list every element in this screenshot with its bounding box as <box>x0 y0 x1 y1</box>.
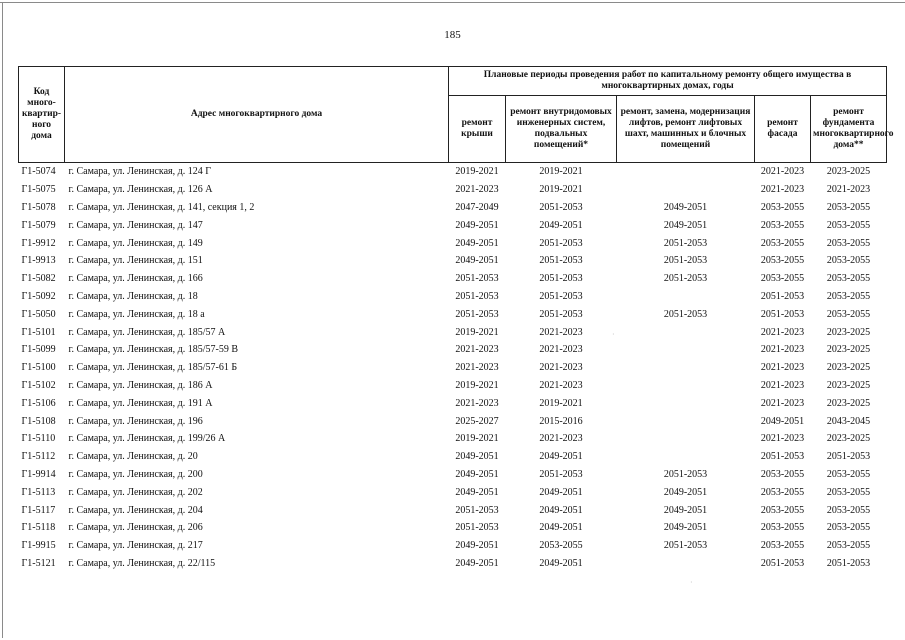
systems-period-cell: 2049-2051 <box>539 486 583 498</box>
table-row <box>19 555 887 573</box>
header-elevators: ремонт, замена, модернизация лифтов, ремонт лифтовых шахт, машинных и блочных помещений <box>617 96 755 163</box>
house-code-cell: Г1-5101 <box>21 326 56 338</box>
page-border-top <box>0 2 905 3</box>
house-code-cell: Г1-5099 <box>21 344 56 356</box>
foundation-period-cell: 2053-2055 <box>826 255 871 267</box>
table-row <box>19 216 887 234</box>
house-code-cell: Г1-5110 <box>21 433 56 445</box>
roof-period-cell: 2025-2027 <box>455 415 499 427</box>
foundation-period-cell: 2053-2055 <box>826 468 871 480</box>
elevator-period-cell <box>617 181 755 199</box>
facade-period-cell: 2053-2055 <box>760 255 805 267</box>
elevator-period-cell: 2049-2051 <box>663 522 708 534</box>
systems-period-cell: 2049-2051 <box>539 451 583 463</box>
roof-period-cell: 2049-2051 <box>455 237 499 249</box>
table-row <box>19 181 887 199</box>
foundation-period-cell: 2053-2055 <box>826 504 871 516</box>
header-address: Адрес многоквартирного дома <box>65 67 449 163</box>
facade-period-cell: 2051-2053 <box>760 290 805 302</box>
house-code-cell: Г1-5121 <box>21 557 56 569</box>
elevator-period-cell <box>617 430 755 448</box>
roof-period-cell: 2051-2053 <box>455 522 499 534</box>
systems-period-cell: 2051-2053 <box>539 201 583 213</box>
roof-period-cell: 2021-2023 <box>455 344 499 356</box>
systems-period-cell: 2049-2051 <box>539 557 583 569</box>
elevator-period-cell: 2051-2053 <box>663 255 708 267</box>
elevator-period-cell <box>617 412 755 430</box>
foundation-period-cell: 2023-2025 <box>826 326 871 338</box>
header-planned-periods: Плановые периоды проведения работ по капитальному ремонту общего имущества в многоквартирных домах, годы <box>449 67 887 96</box>
address-cell: г. Самара, ул. Ленинская, д. 185/57-59 В <box>68 344 239 356</box>
house-code-cell: Г1-9913 <box>21 255 56 267</box>
foundation-period-cell: 2051-2053 <box>826 451 871 463</box>
house-code-cell: Г1-5100 <box>21 362 56 374</box>
roof-period-cell: 2049-2051 <box>455 451 499 463</box>
table-row <box>19 288 887 306</box>
roof-period-cell: 2049-2051 <box>455 557 499 569</box>
elevator-period-cell <box>617 163 755 181</box>
house-code-cell: Г1-5079 <box>21 219 56 231</box>
house-code-cell: Г1-5078 <box>21 201 56 213</box>
house-code-cell: Г1-5106 <box>21 397 56 409</box>
elevator-period-cell <box>617 555 755 573</box>
table-row <box>19 305 887 323</box>
facade-period-cell: 2053-2055 <box>760 540 805 552</box>
page-number: 185 <box>444 29 461 41</box>
roof-period-cell: 2049-2051 <box>455 486 499 498</box>
foundation-period-cell: 2023-2025 <box>826 166 871 178</box>
facade-period-cell: 2053-2055 <box>760 273 805 285</box>
roof-period-cell: 2021-2023 <box>455 184 499 196</box>
table-body <box>19 163 887 573</box>
foundation-period-cell: 2053-2055 <box>826 522 871 534</box>
facade-period-cell: 2021-2023 <box>760 379 805 391</box>
elevator-period-cell: 2051-2053 <box>663 273 708 285</box>
elevator-period-cell: 2049-2051 <box>663 219 708 231</box>
table-row <box>19 377 887 395</box>
address-cell: г. Самара, ул. Ленинская, д. 199/26 А <box>68 433 226 445</box>
foundation-period-cell: 2053-2055 <box>826 290 871 302</box>
roof-period-cell: 2051-2053 <box>455 504 499 516</box>
page-border-left <box>2 2 3 638</box>
address-cell: г. Самара, ул. Ленинская, д. 124 Г <box>68 166 212 178</box>
house-code-cell: Г1-5108 <box>21 415 56 427</box>
address-cell: г. Самара, ул. Ленинская, д. 166 <box>68 273 203 285</box>
systems-period-cell: 2051-2053 <box>539 290 583 302</box>
roof-period-cell: 2021-2023 <box>455 362 499 374</box>
facade-period-cell: 2049-2051 <box>760 415 805 427</box>
table-row <box>19 163 887 181</box>
address-cell: г. Самара, ул. Ленинская, д. 204 <box>68 504 203 516</box>
foundation-period-cell: 2023-2025 <box>826 344 871 356</box>
elevator-period-cell <box>617 394 755 412</box>
facade-period-cell: 2021-2023 <box>760 362 805 374</box>
house-code-cell: Г1-5102 <box>21 379 56 391</box>
foundation-period-cell: 2053-2055 <box>826 486 871 498</box>
repair-schedule-table <box>18 66 894 572</box>
house-code-cell: Г1-9914 <box>21 468 56 480</box>
foundation-period-cell: 2053-2055 <box>826 201 871 213</box>
facade-period-cell: 2053-2055 <box>760 201 805 213</box>
header-row-group <box>19 67 887 96</box>
header-roof: ремонт крыши <box>449 96 506 163</box>
header-facade: ремонт фасада <box>755 96 811 163</box>
address-cell: г. Самара, ул. Ленинская, д. 20 <box>68 451 198 463</box>
address-cell: г. Самара, ул. Ленинская, д. 202 <box>68 486 203 498</box>
table-row <box>19 501 887 519</box>
systems-period-cell: 2051-2053 <box>539 273 583 285</box>
elevator-period-cell: 2051-2053 <box>663 308 708 320</box>
foundation-period-cell: 2051-2053 <box>826 557 871 569</box>
systems-period-cell: 2049-2051 <box>539 219 583 231</box>
systems-period-cell: 2021-2023 <box>539 362 583 374</box>
table-row <box>19 430 887 448</box>
foundation-period-cell: 2043-2045 <box>826 415 871 427</box>
facade-period-cell: 2053-2055 <box>760 522 805 534</box>
systems-period-cell: 2051-2053 <box>539 255 583 267</box>
address-cell: г. Самара, ул. Ленинская, д. 149 <box>68 237 203 249</box>
roof-period-cell: 2051-2053 <box>455 273 499 285</box>
address-cell: г. Самара, ул. Ленинская, д. 18 <box>68 290 198 302</box>
address-cell: г. Самара, ул. Ленинская, д. 191 А <box>68 397 213 409</box>
header-engineering-systems: ремонт внутридомовых инженерных систем, подвальных помещений* <box>506 96 617 163</box>
house-code-cell: Г1-5113 <box>21 486 56 498</box>
elevator-period-cell: 2051-2053 <box>663 237 708 249</box>
foundation-period-cell: 2023-2025 <box>826 379 871 391</box>
roof-period-cell: 2047-2049 <box>455 201 499 213</box>
roof-period-cell: 2051-2053 <box>455 290 499 302</box>
house-code-cell: Г1-5117 <box>21 504 56 516</box>
roof-period-cell: 2049-2051 <box>455 255 499 267</box>
systems-period-cell: 2049-2051 <box>539 522 583 534</box>
facade-period-cell: 2051-2053 <box>760 308 805 320</box>
header-code: Код много-квартир-ного дома <box>19 67 65 163</box>
roof-period-cell: 2049-2051 <box>455 468 499 480</box>
table-row <box>19 252 887 270</box>
foundation-period-cell: 2053-2055 <box>826 540 871 552</box>
table-row <box>19 394 887 412</box>
systems-period-cell: 2015-2016 <box>539 415 583 427</box>
elevator-period-cell <box>617 341 755 359</box>
elevator-period-cell <box>617 448 755 466</box>
table-row <box>19 412 887 430</box>
address-cell: г. Самара, ул. Ленинская, д. 18 а <box>68 308 205 320</box>
foundation-period-cell: 2053-2055 <box>826 273 871 285</box>
elevator-period-cell: 2051-2053 <box>663 468 708 480</box>
house-code-cell: Г1-9915 <box>21 540 56 552</box>
facade-period-cell: 2053-2055 <box>760 237 805 249</box>
address-cell: г. Самара, ул. Ленинская, д. 217 <box>68 540 203 552</box>
table-row <box>19 466 887 484</box>
elevator-period-cell <box>617 359 755 377</box>
foundation-period-cell: 2053-2055 <box>826 219 871 231</box>
roof-period-cell: 2021-2023 <box>455 397 499 409</box>
address-cell: г. Самара, ул. Ленинская, д. 185/57-61 Б <box>68 362 238 374</box>
facade-period-cell: 2053-2055 <box>760 219 805 231</box>
facade-period-cell: 2021-2023 <box>760 184 805 196</box>
table-row <box>19 199 887 217</box>
roof-period-cell: 2019-2021 <box>455 326 499 338</box>
systems-period-cell: 2021-2023 <box>539 379 583 391</box>
foundation-period-cell: 2053-2055 <box>826 237 871 249</box>
house-code-cell: Г1-5082 <box>21 273 56 285</box>
elevator-period-cell: 2051-2053 <box>663 540 708 552</box>
systems-period-cell: 2021-2023 <box>539 344 583 356</box>
address-cell: г. Самара, ул. Ленинская, д. 185/57 А <box>68 326 226 338</box>
header-foundation: ремонт фундамента многоквартирного дома** <box>811 96 887 163</box>
house-code-cell: Г1-5092 <box>21 290 56 302</box>
address-cell: г. Самара, ул. Ленинская, д. 200 <box>68 468 203 480</box>
table-row <box>19 323 887 341</box>
table-row <box>19 359 887 377</box>
elevator-period-cell <box>617 288 755 306</box>
foundation-period-cell: 2023-2025 <box>826 362 871 374</box>
systems-period-cell: 2021-2023 <box>539 326 583 338</box>
address-cell: г. Самара, ул. Ленинская, д. 186 А <box>68 379 213 391</box>
roof-period-cell: 2049-2051 <box>455 219 499 231</box>
house-code-cell: Г1-5050 <box>21 308 56 320</box>
facade-period-cell: 2053-2055 <box>760 468 805 480</box>
house-code-cell: Г1-5118 <box>21 522 56 534</box>
systems-period-cell: 2019-2021 <box>539 184 583 196</box>
foundation-period-cell: 2021-2023 <box>826 184 871 196</box>
facade-period-cell: 2021-2023 <box>760 344 805 356</box>
elevator-period-cell: 2049-2051 <box>663 201 708 213</box>
roof-period-cell: 2019-2021 <box>455 166 499 178</box>
roof-period-cell: 2019-2021 <box>455 433 499 445</box>
systems-period-cell: 2051-2053 <box>539 237 583 249</box>
address-cell: г. Самара, ул. Ленинская, д. 141, секция 1, 2 <box>68 201 255 213</box>
elevator-period-cell <box>617 323 755 341</box>
house-code-cell: Г1-9912 <box>21 237 56 249</box>
facade-period-cell: 2021-2023 <box>760 326 805 338</box>
facade-period-cell: 2021-2023 <box>760 166 805 178</box>
systems-period-cell: 2053-2055 <box>539 540 583 552</box>
table-row <box>19 537 887 555</box>
systems-period-cell: 2019-2021 <box>539 397 583 409</box>
table-row <box>19 483 887 501</box>
roof-period-cell: 2051-2053 <box>455 308 499 320</box>
table-row <box>19 519 887 537</box>
systems-period-cell: 2051-2053 <box>539 308 583 320</box>
house-code-cell: Г1-5112 <box>21 451 56 463</box>
foundation-period-cell: 2023-2025 <box>826 397 871 409</box>
roof-period-cell: 2049-2051 <box>455 540 499 552</box>
foundation-period-cell: 2053-2055 <box>826 308 871 320</box>
foundation-period-cell: 2023-2025 <box>826 433 871 445</box>
systems-period-cell: 2049-2051 <box>539 504 583 516</box>
address-cell: г. Самара, ул. Ленинская, д. 147 <box>68 219 203 231</box>
house-code-cell: Г1-5075 <box>21 184 56 196</box>
elevator-period-cell <box>617 377 755 395</box>
roof-period-cell: 2019-2021 <box>455 379 499 391</box>
elevator-period-cell: 2049-2051 <box>663 486 708 498</box>
facade-period-cell: 2053-2055 <box>760 486 805 498</box>
facade-period-cell: 2051-2053 <box>760 451 805 463</box>
table-row <box>19 341 887 359</box>
facade-period-cell: 2051-2053 <box>760 557 805 569</box>
address-cell: г. Самара, ул. Ленинская, д. 126 А <box>68 184 213 196</box>
address-cell: г. Самара, ул. Ленинская, д. 206 <box>68 522 203 534</box>
elevator-period-cell: 2049-2051 <box>663 504 708 516</box>
table-row <box>19 448 887 466</box>
scan-speck: · <box>612 330 615 339</box>
scan-speck: · <box>690 578 693 587</box>
facade-period-cell: 2021-2023 <box>760 397 805 409</box>
systems-period-cell: 2021-2023 <box>539 433 583 445</box>
systems-period-cell: 2019-2021 <box>539 166 583 178</box>
address-cell: г. Самара, ул. Ленинская, д. 196 <box>68 415 203 427</box>
table-row <box>19 234 887 252</box>
systems-period-cell: 2051-2053 <box>539 468 583 480</box>
address-cell: г. Самара, ул. Ленинская, д. 22/115 <box>68 557 216 569</box>
table-row <box>19 270 887 288</box>
address-cell: г. Самара, ул. Ленинская, д. 151 <box>68 255 203 267</box>
facade-period-cell: 2053-2055 <box>760 504 805 516</box>
facade-period-cell: 2021-2023 <box>760 433 805 445</box>
house-code-cell: Г1-5074 <box>21 166 56 178</box>
